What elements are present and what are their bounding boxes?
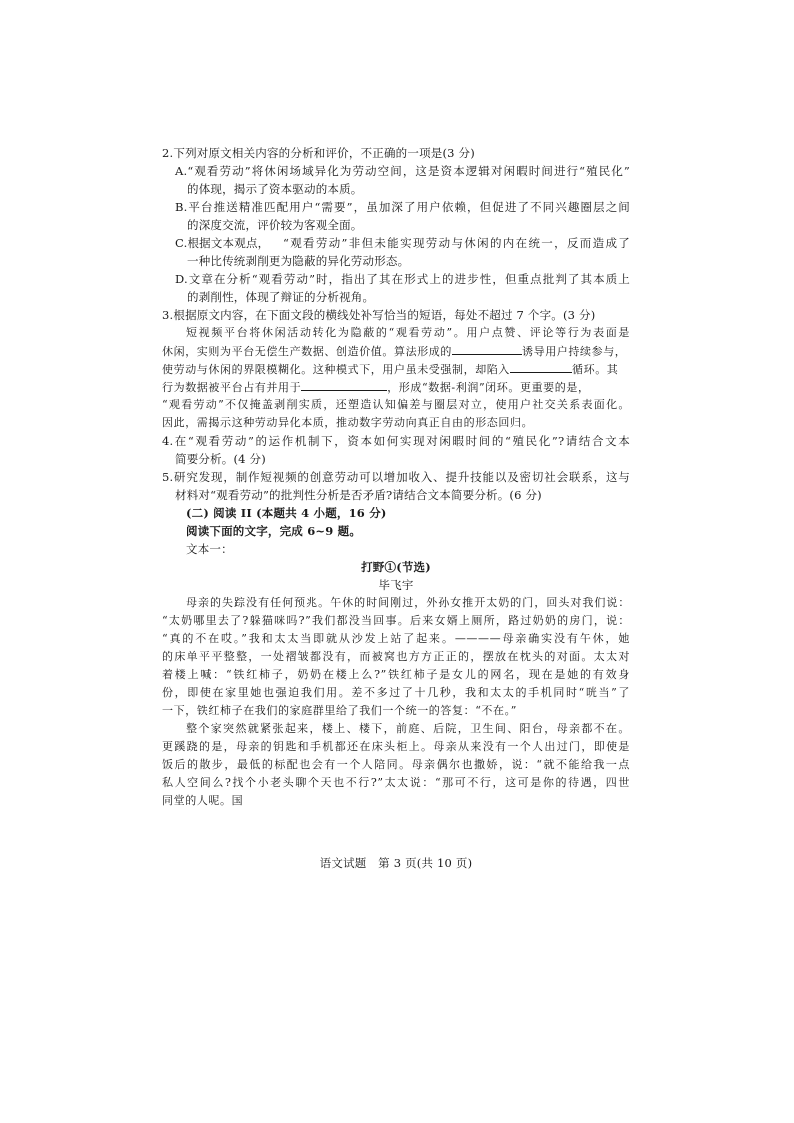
q3-passage-line4-b: ，形成“数据-利润”闭环。更重要的是， [387,381,590,394]
fill-blank-3[interactable] [301,378,387,391]
passage-line-7: 一下，铁红柿子在我们的家庭群里给了我们一个统一的答复：“不在。” [162,704,517,717]
passage-line-8: 整个家突然就紧张起来，楼上、楼下，前庭、后院，卫生间、阳台，母亲都不在。 [186,722,630,735]
passage-line-6: 份，即使在家里她也强迫我们用。差不多过了十几秒，我和太太的手机同时“咣当”了 [162,686,630,699]
q2-option-b-line2: 的深度交流，评价较为客观全面。 [187,218,363,232]
q3-passage-line3-b: 循环。其 [572,363,619,376]
q3-passage-line4 [162,378,590,397]
passage-line-5: 着楼上喊：“铁红柿子，奶奶在楼上么?”铁红柿子是女儿的网名，现在是她的有效身 [162,668,630,681]
q4-stem-line1: 4.在“观看劳动”的运作机制下，资本如何实现对闲暇时间的“殖民化”?请结合文本 [162,434,630,448]
q3-passage-line3 [162,360,618,379]
passage-line-3: “真的不在哎。”我和太太当即就从沙发上站了起来。————母亲确实没有午休，她 [162,632,630,645]
q3-stem: 3.根据原文内容，在下面文段的横线处补写恰当的短语，每处不超过 7 个字。(3 分) [162,308,596,322]
passage-author: 毕飞宇 [378,578,414,592]
passage-line-9: 更蹊跷的是，母亲的钥匙和手机都还在床头柜上。母亲从来没有一个人出过门，即使是 [162,740,630,753]
q3-passage-line2-b: 诱导用户持续参与， [522,345,627,358]
passage-line-1: 母亲的失踪没有任何预兆。午休的时间刚过，外孙女推开太奶的门，回头对我们说： [186,596,630,609]
q2-option-d-line2: 的剥削性，体现了辩证的分析视角。 [187,290,375,304]
q2-option-a-line2: 的体现，揭示了资本驱动的本质。 [187,182,363,196]
text-one-label: 文本一： [186,542,233,556]
section-heading: (二) 阅读 II (本题共 4 小题，16 分) [186,506,387,520]
fill-blank-1[interactable] [452,342,522,355]
q5-stem-line2: 材料对“观看劳动”的批判性分析是否矛盾?请结合文本简要分析。(6 分) [175,488,542,502]
q2-option-c-line1b: “观看劳动”非但未能实现劳动与休闲的内在统一，反而造成了 [283,236,630,250]
q3-passage-line1: 短视频平台将休闲活动转化为隐蔽的“观看劳动”。用户点赞、评论等行为表面是 [186,326,630,339]
passage-line-12: 同堂的人呢。国 [162,794,244,807]
q4-stem-line2: 简要分析。(4 分) [175,452,266,466]
q3-passage-line3-a: 使劳动与休闲的界限模糊化。这种模式下，用户虽未受强制，却陷入 [162,363,510,376]
q3-passage-line4-a: 行为数据被平台占有并用于 [162,381,302,394]
q2-option-b-line1: B.平台推送精准匹配用户“需要”，虽加深了用户依赖，但促进了不同兴趣圈层之间 [175,200,630,214]
q2-option-d-line1: D.文章在分析“观看劳动”时，指出了其在形式上的进步性，但重点批判了其本质上 [175,272,630,286]
passage-line-2: “太奶哪里去了?躲猫咪吗?”我们都没当回事。后来女婿上厕所，路过奶奶的房门，说： [162,614,630,627]
q5-stem-line1: 5.研究发现，制作短视频的创意劳动可以增加收入、提升技能以及密切社会联系，这与 [162,470,630,484]
q3-passage-line5: “观看劳动”不仅掩盖剥削实质，还塑造认知偏差与圈层对立，使用户社交关系表面化。 [162,398,630,411]
q2-option-c-line1a: C.根据文本观点， [175,236,270,250]
passage-line-10: 饭后的散步，最低的标配也会有一个人陪同。母亲偶尔也撒娇，说：“就不能给我一点 [162,758,630,771]
passage-line-11: 私人空间么?找个小老头聊个天也不行?”太太说：“那可不行，这可是你的待遇，四世 [162,776,630,789]
fill-blank-2[interactable] [510,360,572,373]
q2-option-a-line1: A.“观看劳动”将休闲场域异化为劳动空间，这是资本逻辑对闲暇时间进行“殖民化” [175,164,630,178]
q2-option-c-line2: 一种比传统剥削更为隐蔽的异化劳动形态。 [187,254,410,268]
passage-line-4: 的床单平平整整，一处褶皱都没有，而被窝也方方正正的，摆放在枕头的对面。太太对 [162,650,630,663]
q3-passage-line6: 因此，需揭示这种劳动异化本质，推动数字劳动向真正自由的形态回归。 [162,416,534,429]
q2-stem: 2.下列对原文相关内容的分析和评价，不正确的一项是(3 分) [162,146,475,160]
page-footer: 语文试题 第 3 页(共 10 页) [319,856,473,870]
q3-passage-line2 [162,342,626,361]
q3-passage-line2-a: 休闲，实则为平台无偿生产数据、创造价值。算法形成的 [162,345,452,358]
section-instruction: 阅读下面的文字，完成 6~9 题。 [186,524,362,538]
passage-title: 打野①(节选) [361,560,431,574]
